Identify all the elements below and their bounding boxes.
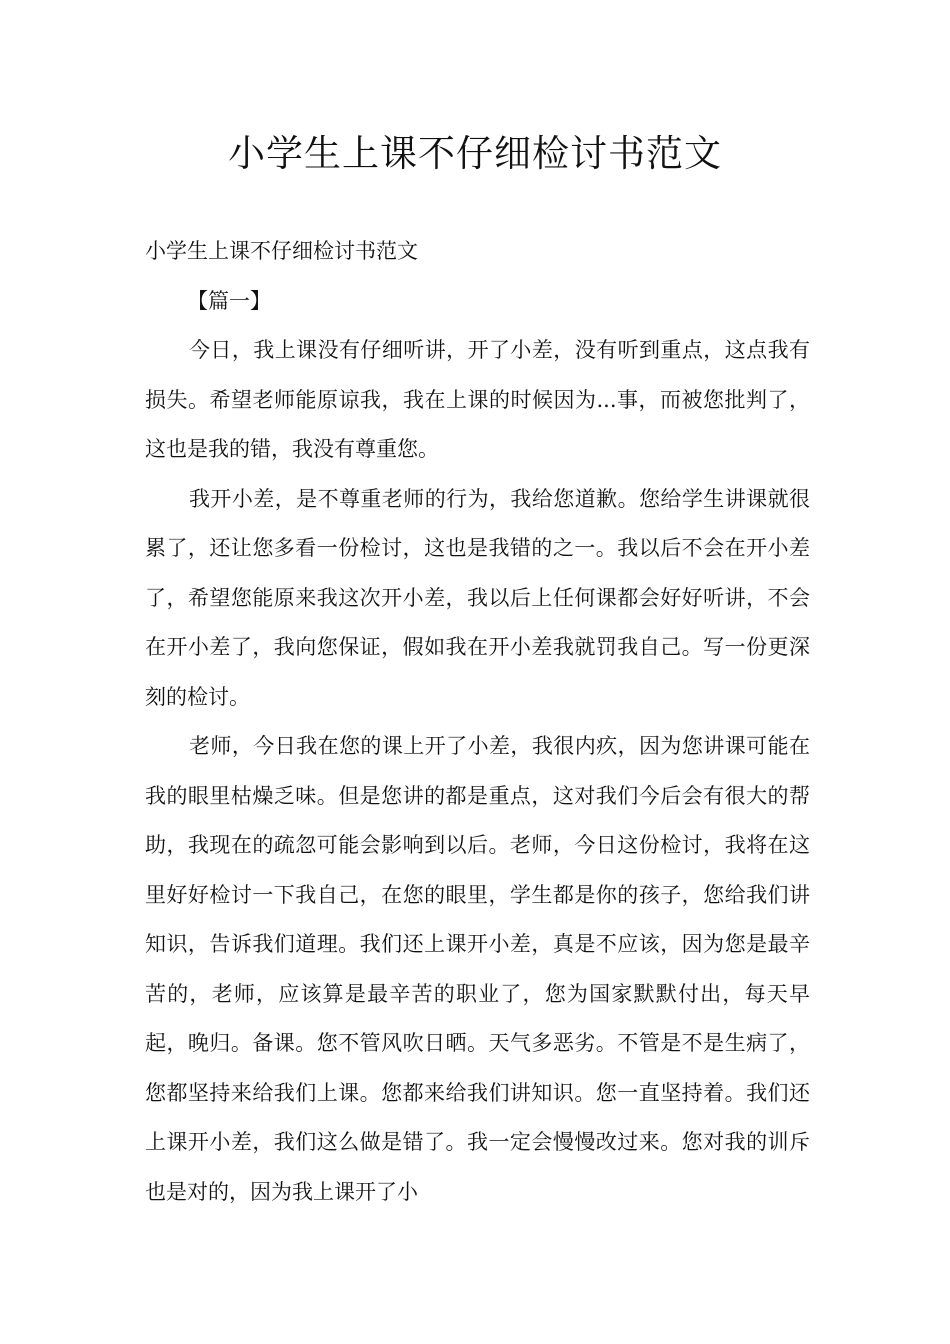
document-subtitle: 小学生上课不仔细检讨书范文	[145, 239, 418, 263]
section-heading: 【篇一】	[187, 288, 271, 313]
document-body	[145, 227, 810, 1217]
paragraph-1: 今日，我上课没有仔细听讲，开了小差，没有听到重点，这点我有损失。希望老师能原谅我，我在上课的时候因为...事，而被您批判了，这也是我的错，我没有尊重您。	[145, 338, 810, 461]
document-title: 小学生上课不仔细检讨书范文	[228, 132, 722, 175]
paragraph-2: 我开小差，是不尊重老师的行为，我给您道歉。您给学生讲课就很累了，还让您多看一份检讨，这也是我错的之一。我以后不会在开小差了，希望您能原来我这次开小差，我以后上任何课都会好好听讲，不会在开小差了，我向您保证，假如我在开小差我就罚我自己。写一份更深刻的检讨。	[145, 486, 810, 709]
paragraph-3: 老师，今日我在您的课上开了小差，我很内疚，因为您讲课可能在我的眼里枯燥乏味。但是您讲的都是重点，这对我们今后会有很大的帮助，我现在的疏忽可能会影响到以后。老师，今日这份检讨，我将在这里好好检讨一下我自己，在您的眼里，学生都是你的孩子，您给我们讲知识，告诉我们道理。我们还上课开小差，真是不应该，因为您是最辛苦的，老师，应该算是最辛苦的职业了，您为国家默默付出，每天早起，晚归。备课。您不管风吹日晒。天气多恶劣。不管是不是生病了，您都坚持来给我们上课。您都来给我们讲知识。您一直坚持着。我们还上课开小差，我们这么做是错了。我一定会慢慢改过来。您对我的训斥也是对的，因为我上课开了小	[145, 734, 810, 1204]
